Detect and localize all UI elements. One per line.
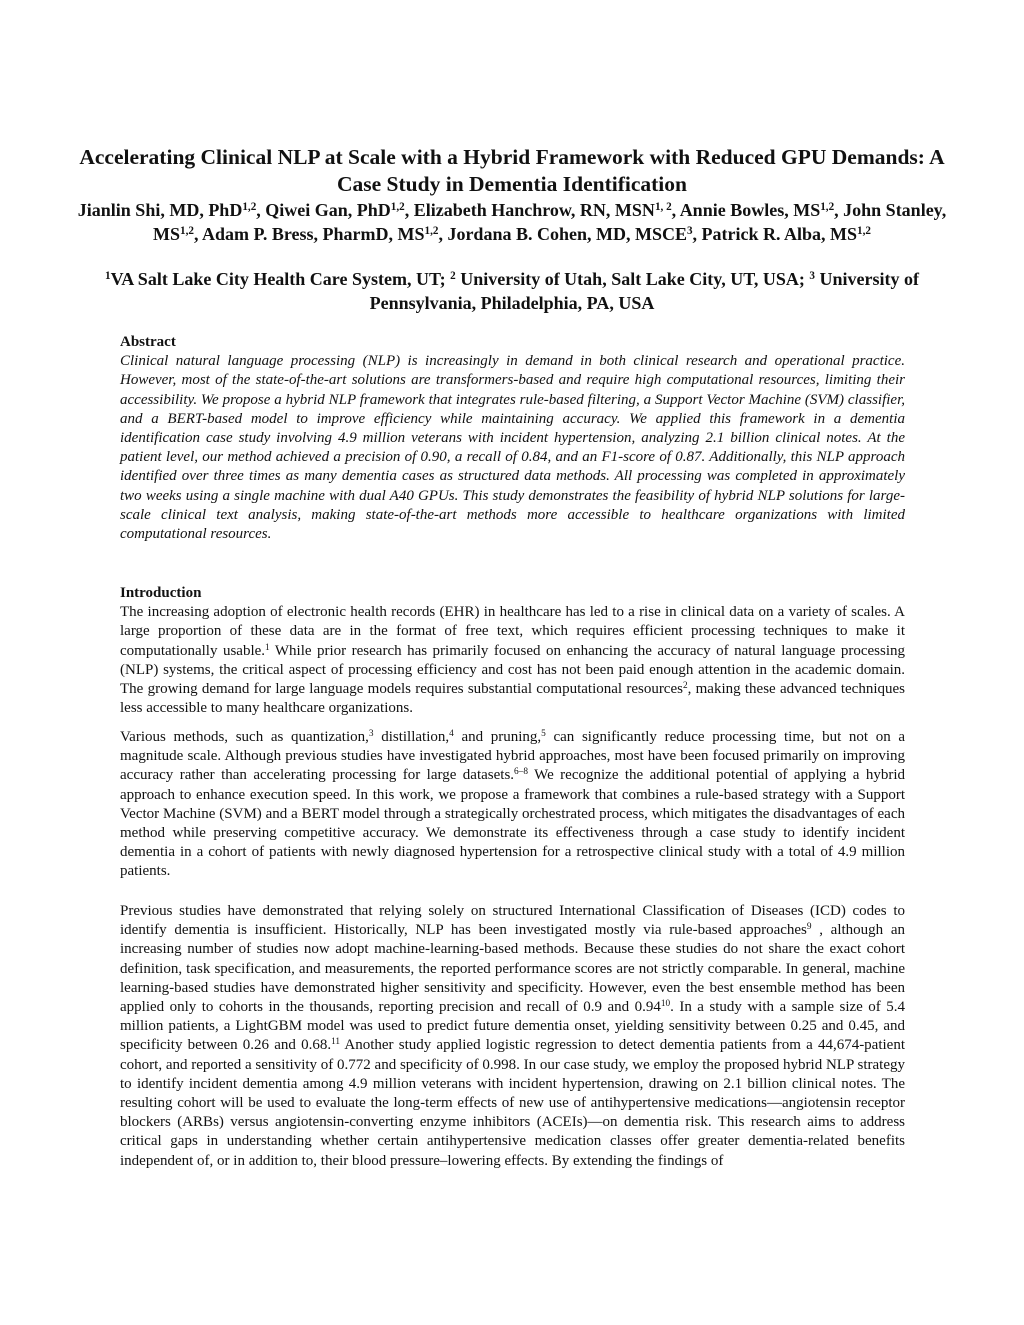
- affiliation: $^1$VA Salt Lake City Health Care System, UT;: [105, 269, 451, 289]
- author: Patrick R. Alba, MS$^{1,2}$: [701, 223, 871, 244]
- citation: 11: [331, 1037, 341, 1048]
- introduction-section: [120, 584, 905, 718]
- intro-paragraph-3: Previous studies have demonstrated that relying solely on structured International Classification of Diseases (ICD) codes to identify dementia is insufficient. Historically, NLP has been investigated mostly via rule-based approaches$^9$ , although an increasing number of studies now adopt machine-learning-based methods. Because these studies do not share the exact cohort definition, task specification, and measurements, the reported performance scores are not strictly comparable. In general, machine learning-based studies have demonstrated higher sensitivity and specificity. However, even the best ensemble method has been applied only to cohorts in the thousands, reporting precision and recall of 0.9 and 0.94$^{10}$. In a study with a sample size of 5.4 million patients, a LightGBM model was used to predict future dementia onset, yielding sensitivity between 0.25 and 0.45, and specificity between 0.26 and 0.68.11 Another study applied logistic regression to detect dementia patients from a 44,674-patient cohort, and reported a sensitivity of 0.772 and specificity of 0.998. In our case study, we employ the proposed hybrid NLP strategy to identify incident dementia among 4.9 million veterans with incident hypertension, drawing on 2.1 billion clinical notes. The resulting cohort will be used to evaluate the long-term effects of new use of antihypertensive medications—angiotensin receptor blockers (ARBs) versus angiotensin-converting enzyme inhibitors (ACEIs)—on dementia risk. This research aims to address critical gaps in understanding whether certain antihypertensive medication classes offer greater dementia-related benefits independent of, or in addition to, their blood pressure–lowering effects. By extending the findings of: [120, 903, 906, 1169]
- abstract-text: Clinical natural language processing (NLP) is increasingly in demand in both clinical research and operational practice. However, most of the state-of-the-art solutions are transformers-based and require high computational resources, limiting their accessibility. We propose a hybrid NLP framework that integrates rule-based filtering, a Support Vector Machine (SVM) classifier, and a BERT-based model to improve efficiency while maintaining accuracy. We applied this framework in a dementia identification case study involving 4.9 million veterans with incident hypertension, analyzing 2.1 billion clinical notes. At the patient level, our method achieved a precision of 0.90, a recall of 0.84, and an F1-score of 0.87. Additionally, this NLP approach identified over three times as many dementia cases as structured data methods. All processing was completed in approximately two weeks using a single machine with dual A40 GPUs. This study demonstrates the feasibility of hybrid NLP solutions for large-scale clinical text analysis, making state-of-the-art methods more accessible to healthcare organizations with limited computational resources.: [120, 353, 905, 543]
- citation: 9: [806, 922, 812, 933]
- abstract-heading: Abstract: [120, 334, 176, 350]
- citation: 3: [368, 728, 374, 739]
- citation: 2: [682, 680, 688, 691]
- affiliation: $^2$ University of Utah, Salt Lake City, UT, USA;: [450, 269, 810, 289]
- citation: 6–8: [514, 767, 528, 778]
- citation: 5: [541, 728, 546, 739]
- author: Annie Bowles, MS$^{1,2}$,: [679, 200, 844, 220]
- intro-paragraph-2-block: [120, 728, 905, 882]
- affiliation: $^3$ University of Pennsylvania, Philadelphia, PA, USA: [369, 269, 919, 313]
- intro-paragraph-3-block: [120, 902, 905, 1171]
- author-list: [60, 199, 964, 246]
- paper-title: Accelerating Clinical NLP at Scale with a Hybrid Framework with Reduced GPU Demands: A Case Study in Dementia Identification: [79, 145, 945, 196]
- author: Jordana B. Cohen, MD, MSCE$^3$,: [447, 223, 702, 244]
- citation: 1: [265, 642, 270, 653]
- intro-paragraph-2: Various methods, such as quantization,$^3$ distillation,$^4$ and pruning,$^5$ can significantly reduce processing time, but not on a magnitude scale. Although previous studies have investigated hybrid approaches, most have been focused primarily on improving accuracy rather than accelerating processing for large datasets.$^{6-8}$ We recognize the additional potential of applying a hybrid approach to enhance execution speed. In this work, we propose a framework that combines a rule-based strategy with a Support Vector Machine (SVM) and a BERT model through a strategically orchestrated process, which mitigates the disadvantages of each method while preserving competitive accuracy. We demonstrate its effectiveness through a case study to identify incident dementia in a cohort of patients with newly diagnosed hypertension for a retrospective clinical study with a total of 4.9 million patients.: [120, 728, 906, 880]
- introduction-heading: Introduction: [120, 585, 202, 601]
- author: Elizabeth Hanchrow, RN, MSN$^{1, 2}$,: [413, 200, 680, 220]
- citation: 10: [660, 998, 671, 1009]
- intro-paragraph-1: The increasing adoption of electronic health records (EHR) in healthcare has led to a rise in clinical data on a variety of scales. A large proportion of these data are in the format of free text, which requires efficient processing techniques to make it computationally usable.$^1$ While prior research has primarily focused on enhancing the accuracy of natural language processing (NLP) systems, the critical aspect of processing efficiency and cost has not been paid enough attention in the academic domain. The growing demand for large language models requires substantial computational resources$^2$, making these advanced techniques less accessible to many healthcare organizations.: [120, 604, 905, 717]
- abstract-section: [120, 333, 905, 544]
- citation: 4: [449, 728, 454, 739]
- author: Jianlin Shi, MD, PhD$^{1,2}$,: [77, 200, 266, 220]
- affiliations: [60, 268, 964, 315]
- author: Qiwei Gan, PhD$^{1,2}$,: [265, 200, 414, 220]
- author: John Stanley, MS$^{1,2}$,: [153, 200, 947, 244]
- author: Adam P. Bress, PharmD, MS$^{1,2}$,: [201, 223, 448, 244]
